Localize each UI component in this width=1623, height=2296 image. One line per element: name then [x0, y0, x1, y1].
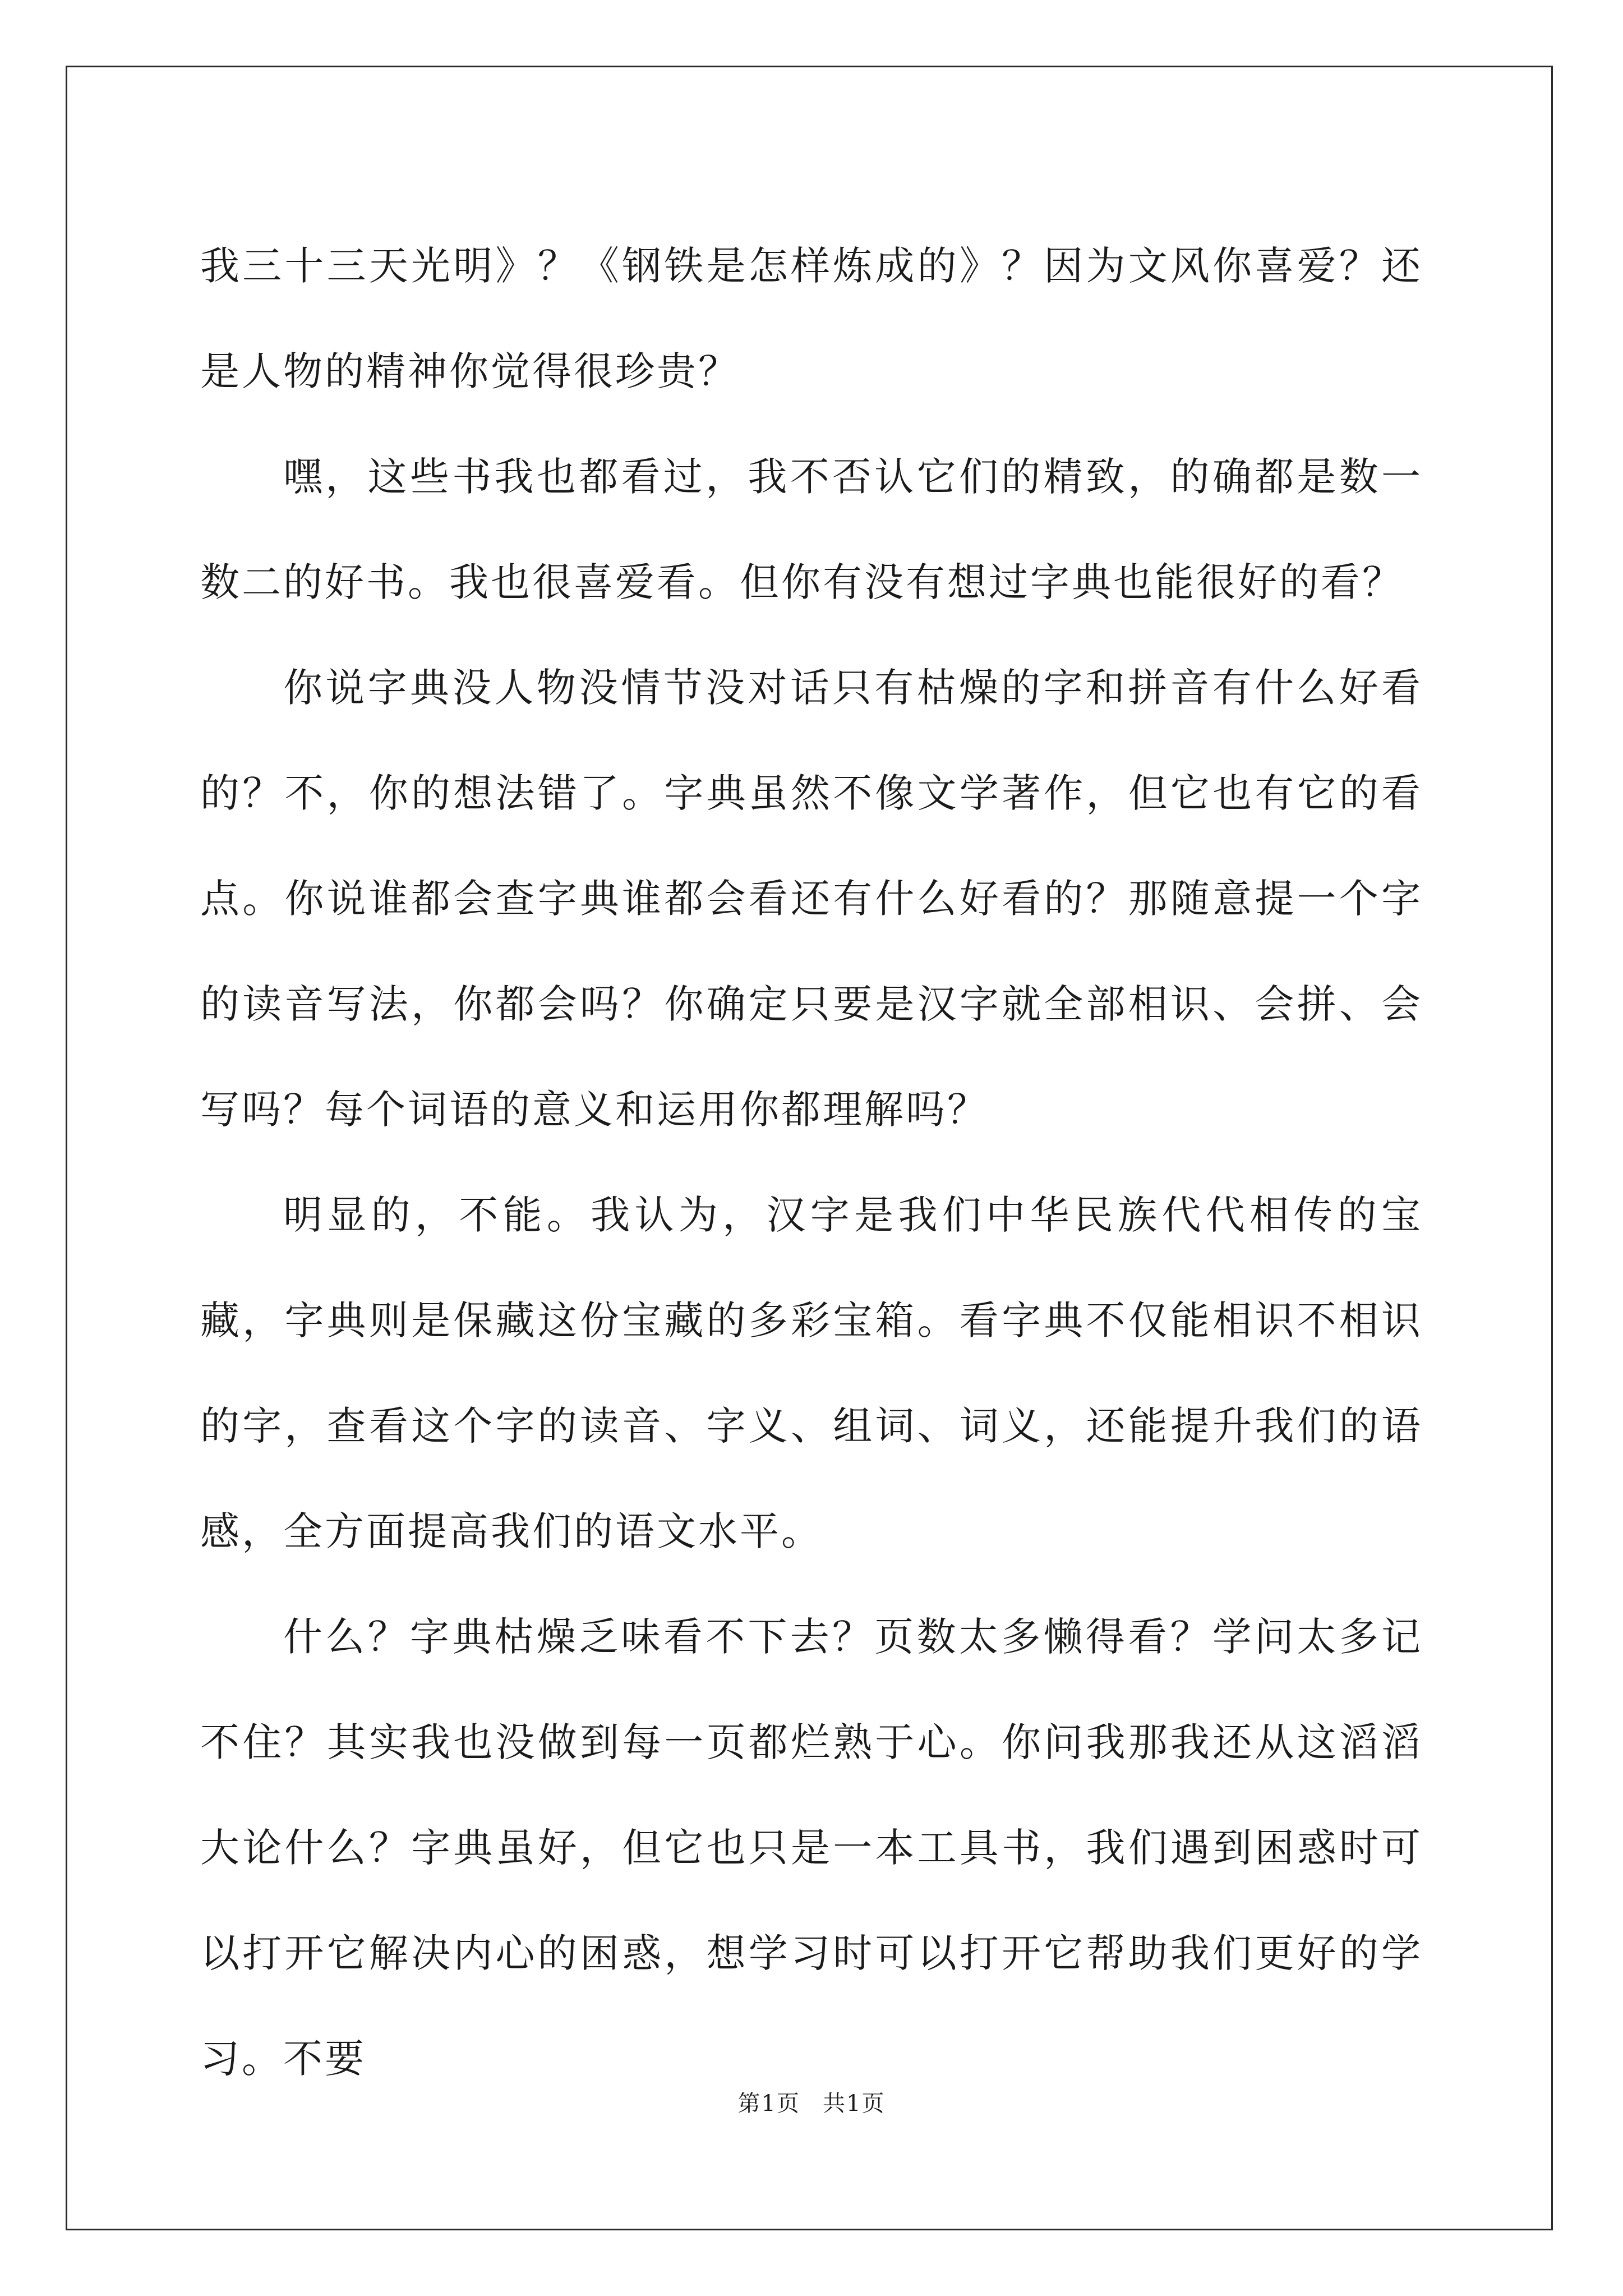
document-body: [200, 213, 1423, 2111]
paragraph-4: 明显的，不能。我认为，汉字是我们中华民族代代相传的宝藏，字典则是保藏这份宝藏的多彩宝箱。看字典不仅能相识不相识的字，查看这个字的读音、字义、组词、词义，还能提升我们的语感，全方面提高我们的语文水平。: [200, 1192, 1423, 1554]
page-number: 第1页: [737, 2091, 800, 2116]
paragraph-2: 嘿，这些书我也都看过，我不否认它们的精致，的确都是数一数二的好书。我也很喜爱看。但你有没有想过字典也能很好的看？: [200, 454, 1423, 605]
paragraph-3: 你说字典没人物没情节没对话只有枯燥的字和拼音有什么好看的？不，你的想法错了。字典虽然不像文学著作，但它也有它的看点。你说谁都会查字典谁都会看还有什么好看的？那随意提一个字的读音写法，你都会吗？你确定只要是汉字就全部相识、会拼、会写吗？每个词语的意义和运用你都理解吗？: [200, 665, 1423, 1133]
paragraph-1: 我三十三天光明》？《钢铁是怎样炼成的》？因为文风你喜爱？还是人物的精神你觉得很珍贵？: [200, 243, 1423, 394]
paragraph-5: 什么？字典枯燥乏味看不下去？页数太多懒得看？学问太多记不住？其实我也没做到每一页都烂熟于心。你问我那我还从这滔滔大论什么？字典虽好，但它也只是一本工具书，我们遇到困惑时可以打开它解决内心的困惑，想学习时可以打开它帮助我们更好的学习。不要: [200, 1614, 1423, 2082]
page-total: 共1页: [823, 2091, 886, 2116]
page-footer: [0, 2087, 1623, 2120]
